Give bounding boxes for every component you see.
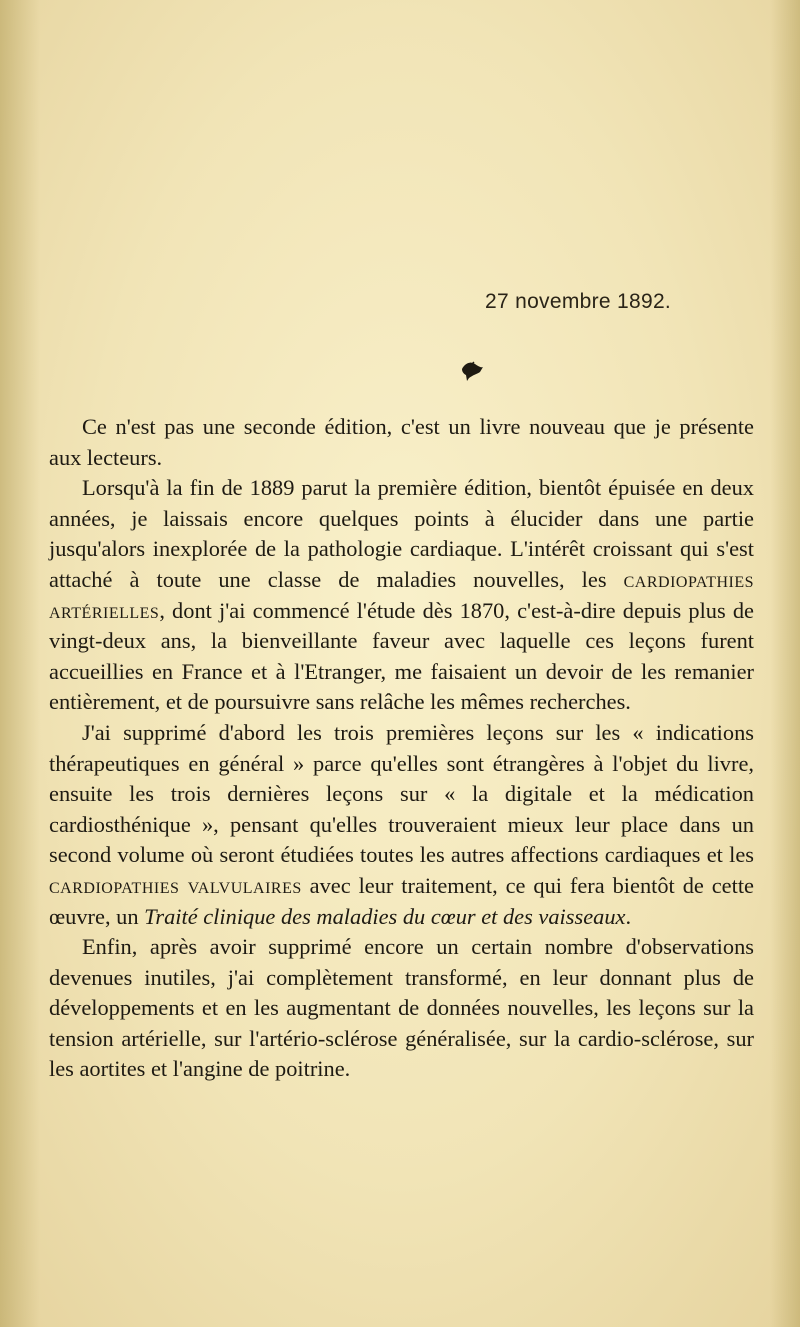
small-caps-term: cardiopathies artérielles xyxy=(49,566,754,623)
paragraph-4-text: Enfin, après avoir supprimé encore un certain nombre d'observations devenues inutiles, j'ai complètement transformé, en leur donnant plus de développements et en les augmentant de données nouvelles, les leçons sur la tension artérielle, sur l'artério-sclérose généralisée, sur la cardio-sclérose, sur les aortites et l'angine de poitrine. xyxy=(49,934,754,1082)
preface-text xyxy=(49,412,754,1085)
date-line: 27 novembre 1892. xyxy=(485,290,672,313)
paragraph-3-text-c: . xyxy=(625,903,632,929)
printer-fleuron-icon xyxy=(459,357,485,383)
paragraph-2-text-b: , dont j'ai commencé l'étude dès 1870, c'est-à-dire depuis plus de vingt-deux ans, la bienveillante faveur avec laquelle ces leçons furent accueillies en France et à l'Etranger, me faisaient un devoir de les remanier entièrement, et de poursuivre sans relâche les mêmes recherches. xyxy=(49,597,754,715)
page-shadow-right xyxy=(770,0,800,1327)
paragraph-3-text-a: J'ai supprimé d'abord les trois premières leçons sur les « indications thérapeutiques en général » parce qu'elles sont étrangères à l'objet du livre, ensuite les trois dernières leçons sur « la digitale et la médication cardiosthénique », pensant qu'elles trouveraient mieux leur place dans un second volume où seront étudiées toutes les autres affections cardiaques et les xyxy=(49,719,754,868)
paragraph-1-text: Ce n'est pas une seconde édition, c'est un livre nouveau que je présente aux lecteurs. xyxy=(49,414,754,470)
paragraph-4 xyxy=(49,932,754,1085)
paragraph-1 xyxy=(49,412,754,473)
page-shadow-left xyxy=(0,0,40,1327)
small-caps-term: cardiopathies valvulaires xyxy=(49,872,302,898)
paragraph-3-text-b: avec leur traitement, ce qui fera bientôt de cette œuvre, un xyxy=(49,872,754,929)
paragraph-3 xyxy=(49,718,754,932)
italic-book-title: Traité clinique des maladies du cœur et des vaisseaux xyxy=(144,903,626,929)
paragraph-2-text-a: Lorsqu'à la fin de 1889 parut la première édition, bientôt épuisée en deux années, je laissais encore quelques points à élucider dans une partie jusqu'alors inexplorée de la pathologie cardiaque. L'intérêt croissant qui s'est attaché à toute une classe de maladies nouvelles, les xyxy=(49,475,754,592)
paragraph-2 xyxy=(49,473,754,718)
